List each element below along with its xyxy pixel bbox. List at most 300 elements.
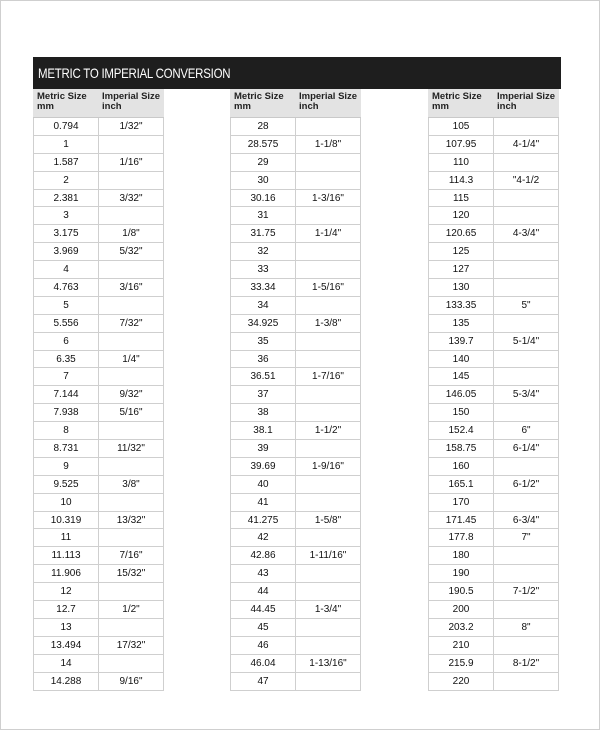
imperial-cell: 1/2" — [98, 601, 164, 618]
table-row — [428, 172, 559, 190]
metric-cell: 33 — [230, 261, 295, 278]
metric-cell: 10 — [33, 494, 98, 511]
imperial-cell: 17/32" — [98, 637, 164, 654]
table-row — [230, 619, 361, 637]
table-row — [428, 207, 559, 225]
table-row — [33, 422, 164, 440]
table-row — [428, 583, 559, 601]
table-row — [428, 368, 559, 386]
imperial-cell: 1-7/16" — [295, 368, 361, 385]
metric-cell: 115 — [428, 190, 493, 207]
imperial-cell — [98, 494, 164, 511]
table-row — [428, 333, 559, 351]
metric-cell: 12.7 — [33, 601, 98, 618]
metric-cell: 6.35 — [33, 351, 98, 368]
metric-cell: 125 — [428, 243, 493, 260]
metric-cell: 127 — [428, 261, 493, 278]
table-row — [428, 565, 559, 583]
imperial-cell — [98, 261, 164, 278]
metric-cell: 11.113 — [33, 547, 98, 564]
metric-cell: 44 — [230, 583, 295, 600]
table-row — [33, 404, 164, 422]
imperial-cell: 1-1/2" — [295, 422, 361, 439]
table-row — [230, 118, 361, 136]
imperial-cell — [98, 207, 164, 224]
metric-cell: 31 — [230, 207, 295, 224]
imperial-cell — [295, 333, 361, 350]
metric-cell: 114.3 — [428, 172, 493, 189]
imperial-cell: 6-3/4" — [493, 512, 559, 529]
metric-cell: 130 — [428, 279, 493, 296]
metric-cell: 6 — [33, 333, 98, 350]
table-row — [33, 190, 164, 208]
metric-cell: 135 — [428, 315, 493, 332]
metric-cell: 7.938 — [33, 404, 98, 421]
metric-cell: 177.8 — [428, 529, 493, 546]
imperial-cell: 7/16" — [98, 547, 164, 564]
imperial-cell — [98, 422, 164, 439]
imperial-cell: 3/16" — [98, 279, 164, 296]
metric-cell: 13.494 — [33, 637, 98, 654]
metric-cell: 220 — [428, 673, 493, 690]
metric-cell: 41 — [230, 494, 295, 511]
table-row — [428, 118, 559, 136]
metric-cell: 47 — [230, 673, 295, 690]
metric-cell: 1 — [33, 136, 98, 153]
imperial-cell — [295, 154, 361, 171]
table-row — [33, 172, 164, 190]
metric-cell: 30 — [230, 172, 295, 189]
imperial-cell: 15/32" — [98, 565, 164, 582]
table-row — [33, 154, 164, 172]
imperial-cell — [493, 494, 559, 511]
imperial-cell: 8" — [493, 619, 559, 636]
imperial-cell — [295, 583, 361, 600]
metric-cell: 34.925 — [230, 315, 295, 332]
imperial-cell — [493, 243, 559, 260]
metric-cell: 38.1 — [230, 422, 295, 439]
imperial-cell: 7/32" — [98, 315, 164, 332]
table-body — [428, 118, 559, 691]
table-row — [33, 243, 164, 261]
table-row — [230, 404, 361, 422]
imperial-cell — [493, 673, 559, 690]
metric-cell: 3.175 — [33, 225, 98, 242]
table-row — [428, 261, 559, 279]
metric-cell: 7.144 — [33, 386, 98, 403]
imperial-cell: 7" — [493, 529, 559, 546]
metric-cell: 5.556 — [33, 315, 98, 332]
metric-cell: 8.731 — [33, 440, 98, 457]
table-row — [428, 655, 559, 673]
metric-cell: 170 — [428, 494, 493, 511]
metric-cell: 1.587 — [33, 154, 98, 171]
table-row — [428, 529, 559, 547]
metric-cell: 165.1 — [428, 476, 493, 493]
imperial-cell: 1-11/16" — [295, 547, 361, 564]
table-row — [428, 279, 559, 297]
imperial-cell — [493, 207, 559, 224]
metric-cell: 39.69 — [230, 458, 295, 475]
table-row — [230, 547, 361, 565]
metric-cell: 139.7 — [428, 333, 493, 350]
metric-cell: 29 — [230, 154, 295, 171]
imperial-cell — [295, 637, 361, 654]
metric-cell: 10.319 — [33, 512, 98, 529]
table-row — [230, 190, 361, 208]
page-title: METRIC TO IMPERIAL CONVERSION — [38, 65, 231, 81]
metric-cell: 13 — [33, 619, 98, 636]
metric-cell: 34 — [230, 297, 295, 314]
imperial-cell — [295, 619, 361, 636]
imperial-cell: 4-1/4" — [493, 136, 559, 153]
imperial-cell — [98, 529, 164, 546]
table-row — [428, 315, 559, 333]
table-row — [428, 136, 559, 154]
header-imperial-size: Imperial Size inch — [102, 91, 161, 112]
metric-cell: 145 — [428, 368, 493, 385]
imperial-cell — [493, 351, 559, 368]
imperial-cell — [295, 297, 361, 314]
imperial-cell: 13/32" — [98, 512, 164, 529]
imperial-cell — [295, 172, 361, 189]
imperial-cell: 5/16" — [98, 404, 164, 421]
imperial-cell: 11/32" — [98, 440, 164, 457]
table-row — [230, 637, 361, 655]
table-row — [428, 243, 559, 261]
table-row — [230, 315, 361, 333]
imperial-cell: "4-1/2 — [493, 172, 559, 189]
metric-cell: 110 — [428, 154, 493, 171]
table-body — [33, 118, 164, 691]
imperial-cell — [98, 458, 164, 475]
imperial-cell: 6" — [493, 422, 559, 439]
metric-cell: 105 — [428, 118, 493, 135]
metric-cell: 8 — [33, 422, 98, 439]
imperial-cell: 9/32" — [98, 386, 164, 403]
conversion-table-column-3 — [428, 89, 559, 691]
table-row — [33, 512, 164, 530]
imperial-cell: 4-3/4" — [493, 225, 559, 242]
imperial-cell — [493, 458, 559, 475]
table-row — [33, 673, 164, 691]
imperial-cell — [295, 673, 361, 690]
metric-cell: 46 — [230, 637, 295, 654]
metric-cell: 133.35 — [428, 297, 493, 314]
imperial-cell: 1-5/8" — [295, 512, 361, 529]
imperial-cell — [295, 529, 361, 546]
metric-cell: 5 — [33, 297, 98, 314]
imperial-cell: 5/32" — [98, 243, 164, 260]
conversion-table-column-1 — [33, 89, 164, 691]
table-row — [428, 440, 559, 458]
metric-cell: 43 — [230, 565, 295, 582]
imperial-cell: 6-1/2" — [493, 476, 559, 493]
table-row — [230, 297, 361, 315]
imperial-cell: 3/32" — [98, 190, 164, 207]
table-row — [230, 601, 361, 619]
title-bar — [33, 57, 561, 89]
imperial-cell — [98, 655, 164, 672]
metric-cell: 33.34 — [230, 279, 295, 296]
metric-cell: 150 — [428, 404, 493, 421]
table-row — [230, 154, 361, 172]
imperial-cell: 5-1/4" — [493, 333, 559, 350]
table-header — [230, 89, 361, 118]
table-row — [428, 297, 559, 315]
imperial-cell: 1-1/8" — [295, 136, 361, 153]
table-row — [33, 386, 164, 404]
imperial-cell — [493, 261, 559, 278]
metric-cell: 9 — [33, 458, 98, 475]
imperial-cell: 1-3/16" — [295, 190, 361, 207]
imperial-cell — [295, 476, 361, 493]
table-row — [428, 673, 559, 691]
conversion-table-column-2 — [230, 89, 361, 691]
imperial-cell: 1-3/4" — [295, 601, 361, 618]
table-row — [428, 619, 559, 637]
metric-cell: 0.794 — [33, 118, 98, 135]
imperial-cell: 1/32" — [98, 118, 164, 135]
imperial-cell — [295, 243, 361, 260]
metric-cell: 39 — [230, 440, 295, 457]
header-metric-size: Metric Size mm — [432, 91, 482, 112]
metric-cell: 37 — [230, 386, 295, 403]
metric-cell: 4 — [33, 261, 98, 278]
metric-cell: 146.05 — [428, 386, 493, 403]
metric-cell: 107.95 — [428, 136, 493, 153]
table-row — [230, 529, 361, 547]
table-row — [33, 476, 164, 494]
imperial-cell: 7-1/2" — [493, 583, 559, 600]
table-row — [33, 655, 164, 673]
table-row — [230, 136, 361, 154]
metric-cell: 3 — [33, 207, 98, 224]
imperial-cell — [98, 333, 164, 350]
imperial-cell: 3/8" — [98, 476, 164, 493]
metric-cell: 190 — [428, 565, 493, 582]
table-row — [428, 422, 559, 440]
imperial-cell — [98, 368, 164, 385]
imperial-cell — [295, 386, 361, 403]
imperial-cell — [295, 440, 361, 457]
table-row — [230, 655, 361, 673]
imperial-cell: 1/8" — [98, 225, 164, 242]
metric-cell: 152.4 — [428, 422, 493, 439]
table-row — [428, 225, 559, 243]
imperial-cell — [493, 190, 559, 207]
table-row — [33, 136, 164, 154]
imperial-cell — [98, 136, 164, 153]
imperial-cell: 1-3/8" — [295, 315, 361, 332]
imperial-cell — [98, 172, 164, 189]
metric-cell: 140 — [428, 351, 493, 368]
metric-cell: 35 — [230, 333, 295, 350]
table-row — [33, 637, 164, 655]
metric-cell: 14 — [33, 655, 98, 672]
table-row — [230, 565, 361, 583]
imperial-cell — [295, 494, 361, 511]
table-row — [33, 601, 164, 619]
metric-cell: 42 — [230, 529, 295, 546]
metric-cell: 12 — [33, 583, 98, 600]
table-row — [33, 458, 164, 476]
table-row — [33, 351, 164, 369]
imperial-cell: 9/16" — [98, 673, 164, 690]
metric-cell: 14.288 — [33, 673, 98, 690]
table-row — [33, 315, 164, 333]
metric-cell: 2.381 — [33, 190, 98, 207]
metric-cell: 2 — [33, 172, 98, 189]
imperial-cell: 5" — [493, 297, 559, 314]
table-row — [33, 261, 164, 279]
imperial-cell — [295, 565, 361, 582]
table-row — [428, 547, 559, 565]
table-row — [428, 154, 559, 172]
metric-cell: 44.45 — [230, 601, 295, 618]
imperial-cell — [98, 619, 164, 636]
table-row — [230, 440, 361, 458]
table-row — [33, 207, 164, 225]
metric-cell: 4.763 — [33, 279, 98, 296]
metric-cell: 11.906 — [33, 565, 98, 582]
table-header — [428, 89, 559, 118]
table-row — [428, 476, 559, 494]
metric-cell: 3.969 — [33, 243, 98, 260]
table-row — [428, 458, 559, 476]
table-row — [230, 333, 361, 351]
header-metric-size: Metric Size mm — [234, 91, 284, 112]
imperial-cell — [493, 118, 559, 135]
table-row — [230, 494, 361, 512]
table-row — [230, 351, 361, 369]
table-row — [33, 494, 164, 512]
imperial-cell — [493, 315, 559, 332]
imperial-cell — [493, 565, 559, 582]
metric-cell: 11 — [33, 529, 98, 546]
metric-cell: 46.04 — [230, 655, 295, 672]
table-row — [33, 279, 164, 297]
table-row — [230, 207, 361, 225]
imperial-cell — [493, 404, 559, 421]
metric-cell: 190.5 — [428, 583, 493, 600]
imperial-cell: 5-3/4" — [493, 386, 559, 403]
metric-cell: 28 — [230, 118, 295, 135]
table-row — [428, 494, 559, 512]
table-header — [33, 89, 164, 118]
table-row — [33, 529, 164, 547]
metric-cell: 7 — [33, 368, 98, 385]
table-row — [33, 583, 164, 601]
metric-cell: 9.525 — [33, 476, 98, 493]
table-row — [230, 458, 361, 476]
table-row — [230, 386, 361, 404]
metric-cell: 200 — [428, 601, 493, 618]
table-row — [230, 512, 361, 530]
imperial-cell: 1/4" — [98, 351, 164, 368]
metric-cell: 38 — [230, 404, 295, 421]
metric-cell: 180 — [428, 547, 493, 564]
table-row — [33, 565, 164, 583]
metric-cell: 40 — [230, 476, 295, 493]
table-row — [230, 243, 361, 261]
table-row — [428, 386, 559, 404]
imperial-cell: 6-1/4" — [493, 440, 559, 457]
table-row — [230, 422, 361, 440]
table-row — [230, 172, 361, 190]
imperial-cell — [98, 583, 164, 600]
table-row — [33, 619, 164, 637]
metric-cell: 210 — [428, 637, 493, 654]
imperial-cell — [493, 601, 559, 618]
metric-cell: 45 — [230, 619, 295, 636]
imperial-cell: 1-1/4" — [295, 225, 361, 242]
table-row — [33, 225, 164, 243]
table-row — [428, 601, 559, 619]
table-body — [230, 118, 361, 691]
table-row — [33, 333, 164, 351]
imperial-cell — [295, 351, 361, 368]
table-row — [428, 190, 559, 208]
header-imperial-size: Imperial Size inch — [497, 91, 556, 112]
metric-cell: 28.575 — [230, 136, 295, 153]
table-row — [230, 368, 361, 386]
table-row — [33, 118, 164, 136]
imperial-cell — [493, 637, 559, 654]
imperial-cell — [295, 404, 361, 421]
table-row — [428, 404, 559, 422]
table-row — [428, 351, 559, 369]
table-row — [230, 225, 361, 243]
header-imperial-size: Imperial Size inch — [299, 91, 358, 112]
table-row — [428, 637, 559, 655]
imperial-cell: 1-9/16" — [295, 458, 361, 475]
imperial-cell — [295, 207, 361, 224]
metric-cell: 30.16 — [230, 190, 295, 207]
table-row — [33, 440, 164, 458]
table-row — [230, 476, 361, 494]
header-metric-size: Metric Size mm — [37, 91, 87, 112]
metric-cell: 31.75 — [230, 225, 295, 242]
metric-cell: 160 — [428, 458, 493, 475]
table-row — [230, 261, 361, 279]
table-row — [230, 673, 361, 691]
metric-cell: 158.75 — [428, 440, 493, 457]
table-row — [428, 512, 559, 530]
imperial-cell: 1-13/16" — [295, 655, 361, 672]
table-row — [230, 279, 361, 297]
metric-cell: 120.65 — [428, 225, 493, 242]
metric-cell: 36 — [230, 351, 295, 368]
imperial-cell — [493, 154, 559, 171]
metric-cell: 41.275 — [230, 512, 295, 529]
imperial-cell — [493, 279, 559, 296]
imperial-cell: 8-1/2" — [493, 655, 559, 672]
table-row — [33, 297, 164, 315]
imperial-cell — [493, 368, 559, 385]
metric-cell: 42.86 — [230, 547, 295, 564]
metric-cell: 171.45 — [428, 512, 493, 529]
table-row — [33, 368, 164, 386]
imperial-cell — [295, 118, 361, 135]
table-row — [230, 583, 361, 601]
metric-cell: 32 — [230, 243, 295, 260]
metric-cell: 120 — [428, 207, 493, 224]
imperial-cell — [493, 547, 559, 564]
metric-cell: 203.2 — [428, 619, 493, 636]
imperial-cell: 1/16" — [98, 154, 164, 171]
imperial-cell — [295, 261, 361, 278]
